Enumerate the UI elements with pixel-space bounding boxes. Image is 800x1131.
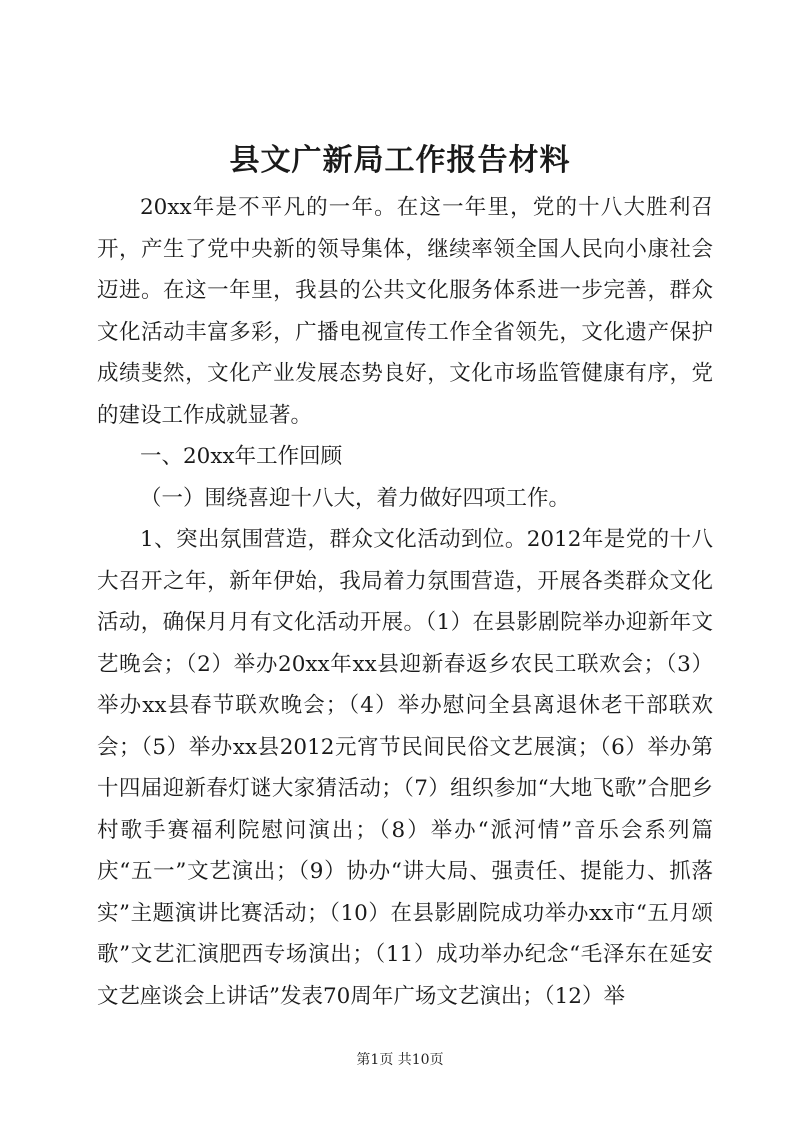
section-heading: 一、20xx年工作回顾	[140, 444, 343, 469]
subsection-heading: （一）围绕喜迎十八大，着力做好四项工作。	[140, 485, 571, 511]
paragraph-item-1: 1、突出氛围营造，群众文化活动到位。2012年是党的十八大召开之年，新年伊始，我局着力氛围营造，开展各类群众文化活动，确保月月有文化活动开展。（1）在县影剧院举办迎新年文艺晚会；（2）举办20xx年xx县迎新春返乡农民工联欢会；（3）举办xx县春节联欢晚会；（4）举办慰问全县离退休老干部联欢会；（5）举办xx县2012元宵节民间民俗文艺展演；（6）举办第十四届迎新春灯谜大家猜活动；（7）组织参加“大地飞歌”合肥乡村歌手赛福利院慰问演出；（8）举办“派河情”音乐会系列篇庆“五一”文艺演出；（9）协办“讲大局、强责任、提能力、抓落实”主题演讲比赛活动；（10）在县影剧院成功举办xx市“五月颂歌”文艺汇演肥西专场演出；（11）成功举办纪念“毛泽东在延安文艺座谈会上讲话”发表70周年广场文艺演出；（12）举	[97, 527, 713, 1009]
paragraph-intro: 20xx年是不平凡的一年。在这一年里，党的十八大胜利召开，产生了党中央新的领导集体，继续率领全国人民向小康社会迈进。在这一年里，我县的公共文化服务体系进一步完善，群众文化活动丰富多彩，广播电视宣传工作全省领先，文化遗产保护成绩斐然，文化产业发展态势良好，文化市场监管健康有序，党的建设工作成就显著。	[97, 195, 713, 428]
page-number: 第1页 共10页	[356, 1052, 444, 1068]
document-title: 县文广新局工作报告材料	[229, 143, 571, 178]
document-body	[97, 187, 713, 1017]
